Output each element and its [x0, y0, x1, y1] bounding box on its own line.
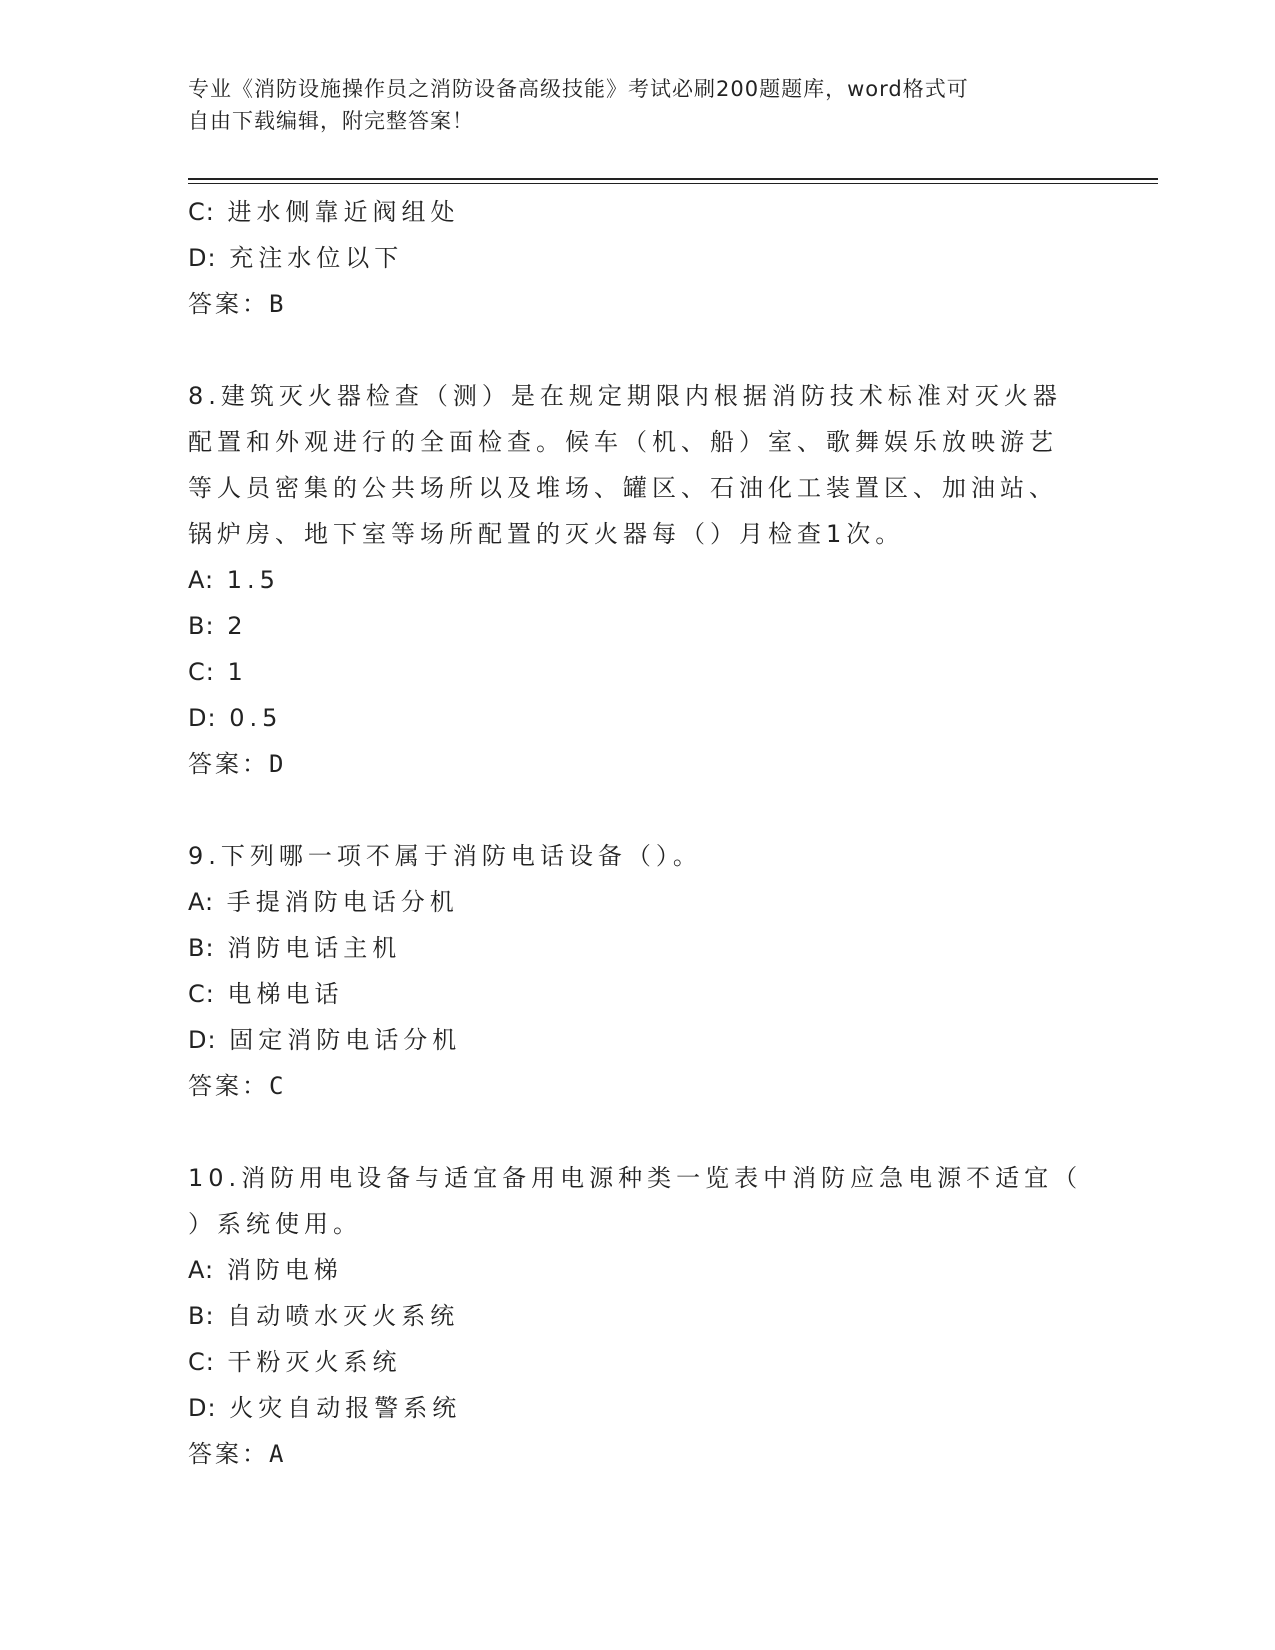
question-9 — [188, 833, 1088, 1109]
option-d: D: 充注水位以下 — [188, 244, 404, 272]
option-text: 0.5 — [229, 704, 283, 732]
option-a: A: 消防电梯 — [188, 1256, 343, 1284]
question-stem-line: 9.下列哪一项不属于消防电话设备（）。 — [188, 842, 702, 870]
question-stem-line: ）系统使用。 — [188, 1210, 362, 1238]
header-divider-thin — [188, 183, 1158, 184]
option-text: 固定消防电话分机 — [229, 1026, 462, 1054]
option-text: 消防电话主机 — [227, 934, 402, 962]
option-text: 2 — [227, 612, 248, 640]
option-a: A: 手提消防电话分机 — [188, 888, 459, 916]
option-text: 进水侧靠近阀组处 — [227, 198, 460, 226]
answer-line: 答案：C — [188, 1072, 287, 1100]
answer-line: 答案：B — [188, 290, 287, 318]
option-text: 手提消防电话分机 — [226, 888, 459, 916]
option-text: 消防电梯 — [226, 1256, 343, 1284]
question-stem-line: 等人员密集的公共场所以及堆场、罐区、石油化工装置区、加油站、 — [188, 474, 1058, 502]
option-text: 电梯电话 — [227, 980, 344, 1008]
header-line-2: 自由下载编辑，附完整答案！ — [188, 109, 474, 133]
option-text: 火灾自动报警系统 — [229, 1394, 462, 1422]
answer-line: 答案：A — [188, 1440, 287, 1468]
option-a: A: 1.5 — [188, 566, 280, 594]
option-d: D: 火灾自动报警系统 — [188, 1394, 462, 1422]
option-c: C: 进水侧靠近阀组处 — [188, 198, 460, 226]
option-text: 自动喷水灭火系统 — [227, 1302, 460, 1330]
option-c: C: 干粉灭火系统 — [188, 1348, 402, 1376]
option-d: D: 0.5 — [188, 704, 283, 732]
header-line-1: 专业《消防设施操作员之消防设备高级技能》考试必刷200题题库，word格式可 — [188, 77, 969, 101]
answer-line: 答案：D — [188, 750, 287, 778]
question-7-continued — [188, 189, 1088, 327]
option-b: B: 2 — [188, 612, 248, 640]
option-b: B: 自动喷水灭火系统 — [188, 1302, 460, 1330]
question-stem-line: 8.建筑灭火器检查（测）是在规定期限内根据消防技术标准对灭火器 — [188, 382, 1062, 410]
question-8 — [188, 373, 1088, 787]
option-d: D: 固定消防电话分机 — [188, 1026, 462, 1054]
question-stem-line: 锅炉房、地下室等场所配置的灭火器每（）月检查1次。 — [188, 520, 905, 548]
option-text: 1.5 — [226, 566, 280, 594]
question-stem-line: 10.消防用电设备与适宜备用电源种类一览表中消防应急电源不适宜（ — [188, 1164, 1083, 1192]
option-c: C: 电梯电话 — [188, 980, 344, 1008]
question-10 — [188, 1155, 1088, 1477]
header-divider-thick — [188, 178, 1158, 180]
question-stem-line: 配置和外观进行的全面检查。候车（机、船）室、歌舞娱乐放映游艺 — [188, 428, 1058, 456]
document-header — [188, 73, 1088, 137]
option-text: 1 — [227, 658, 248, 686]
question-list — [188, 189, 1088, 1477]
option-text: 干粉灭火系统 — [227, 1348, 402, 1376]
option-text: 充注水位以下 — [229, 244, 404, 272]
option-b: B: 消防电话主机 — [188, 934, 402, 962]
option-c: C: 1 — [188, 658, 248, 686]
